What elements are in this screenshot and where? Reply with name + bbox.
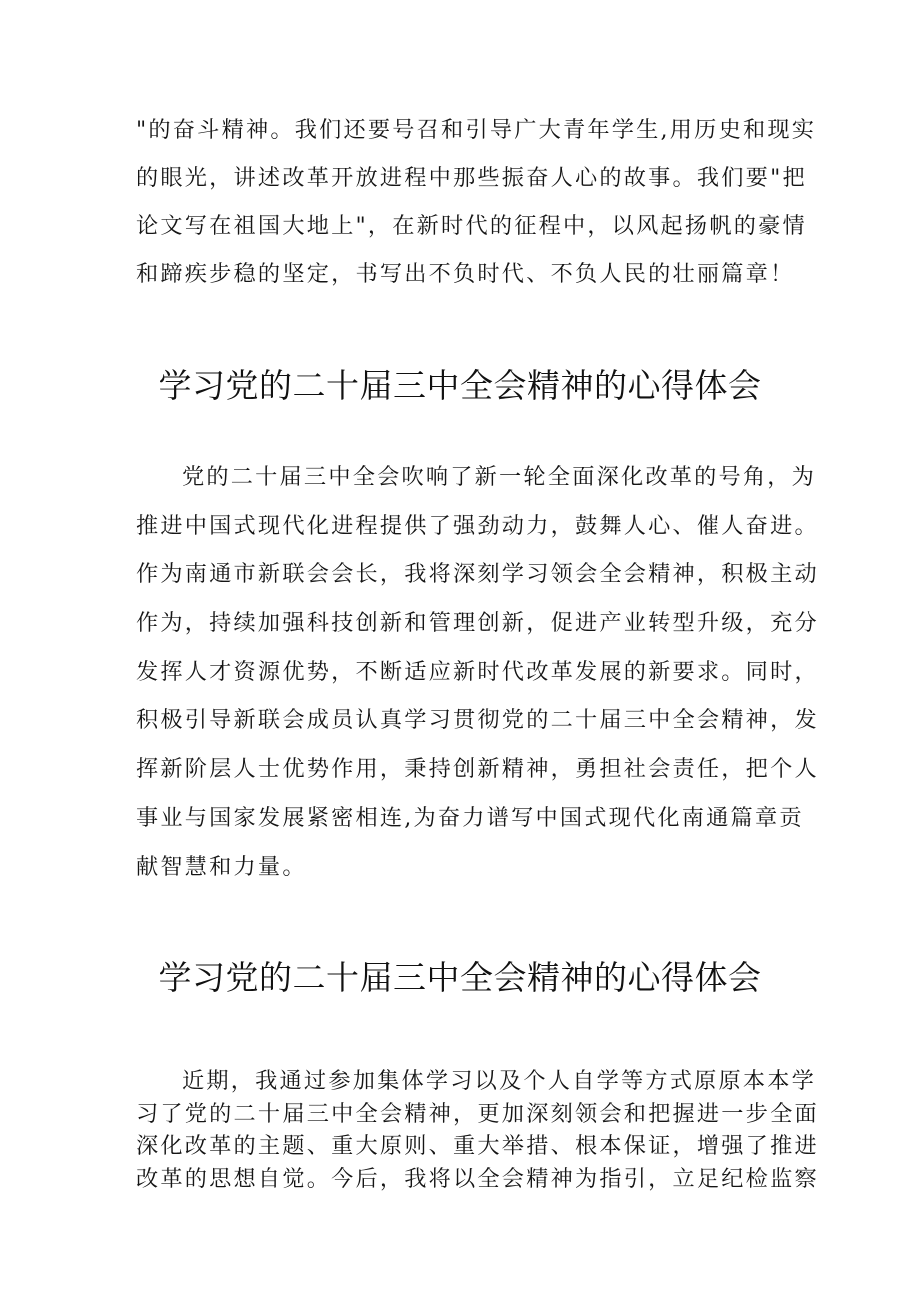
paragraph-section-2 <box>136 1066 819 1196</box>
text-line: 习了党的二十届三中全会精神，更加深刻领会和把握进一步全面 <box>136 1100 819 1127</box>
text-line: 近期，我通过参加集体学习以及个人自学等方式原原本本学 <box>182 1068 817 1094</box>
text-line: 作为南通市新联会会长，我将深刻学习领会全会精神，积极主动 <box>136 561 819 588</box>
paragraph-section-1 <box>136 460 819 898</box>
section-heading-1: 学习党的二十届三中全会精神的心得体会 <box>158 366 762 405</box>
text-line: 积极引导新联会成员认真学习贯彻党的二十届三中全会精神，发 <box>136 707 819 734</box>
text-line: 作为，持续加强科技创新和管理创新，促进产业转型升级，充分 <box>136 610 819 637</box>
text-line: 发挥人才资源优势，不断适应新时代改革发展的新要求。同时， <box>136 658 819 685</box>
text-line: 党的二十届三中全会吹响了新一轮全面深化改革的号角，为 <box>182 464 817 490</box>
section-heading-2: 学习党的二十届三中全会精神的心得体会 <box>158 958 762 997</box>
text-line: 献智慧和力量。 <box>136 853 307 880</box>
paragraph-continuation <box>136 114 817 306</box>
text-line: 改革的思想自觉。今后，我将以全会精神为指引，立足纪检监察 <box>136 1165 819 1192</box>
text-line: 事业与国家发展紧密相连,为奋力谱写中国式现代化南通篇章贡 <box>136 804 804 831</box>
text-line: 推进中国式现代化进程提供了强劲动力，鼓舞人心、催人奋进。 <box>136 512 819 539</box>
text-line: 论文写在祖国大地上"，在新时代的征程中，以风起扬帆的豪情 <box>136 213 807 239</box>
text-line: 挥新阶层人士优势作用，秉持创新精神，勇担社会责任，把个人 <box>136 756 819 783</box>
text-line: 的眼光，讲述改革开放进程中那些振奋人心的故事。我们要"把 <box>136 165 807 191</box>
text-line: 深化改革的主题、重大原则、重大举措、根本保证，增强了推进 <box>136 1133 819 1159</box>
text-line: 和蹄疾步稳的坚定，书写出不负时代、不负人民的壮丽篇章！ <box>136 261 795 287</box>
text-line: "的奋斗精神。我们还要号召和引导广大青年学生,用历史和现实 <box>136 117 817 143</box>
